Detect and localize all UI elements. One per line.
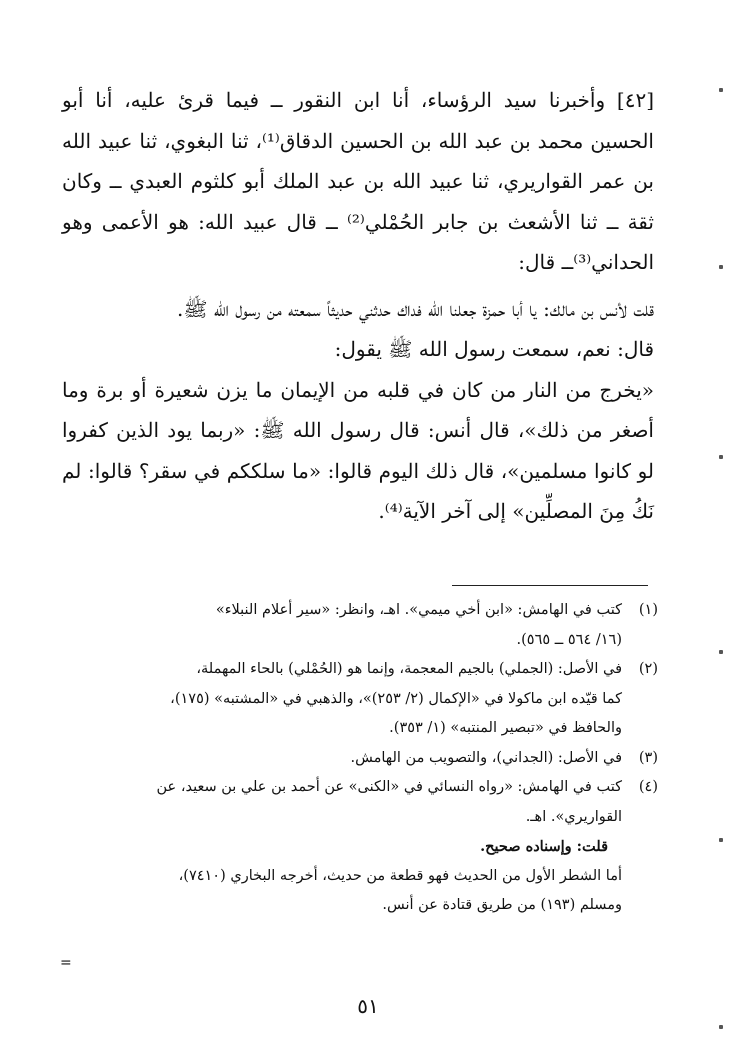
footnote-2 <box>62 655 658 744</box>
footnote-number: (١) <box>638 602 658 618</box>
page-number: ٥١ <box>357 994 379 1018</box>
footnote-comment: قلت: وإسناده صحيح. <box>480 838 608 855</box>
hadith-isnad-paragraph: [٤٢] وأخبرنا سيد الرؤساء، أنا ابن النقور ــ فيما قرئ عليه، أنا أبو الحسين محمد بن عبد الله بن الحسين الدقاق⁽¹⁾، ثنا البغوي، ثنا عبيد الله بن عمر القواريري، ثنا عبيد الله بن عبد الملك أبو كلثوم العبدي ــ وكان ثقة ــ ثنا الأشعث بن جابر الحُمْلي⁽²⁾ ــ قال عبيد الله: هو الأعمى وهو الحداني⁽³⁾ــ قال: <box>62 88 654 274</box>
footnote-4 <box>62 773 658 921</box>
scan-speck <box>719 1025 723 1029</box>
footnote-line: القواريري». اهـ. <box>525 808 622 825</box>
footnote-3 <box>62 744 658 774</box>
footnote-line: كتب في الهامش: «ابن أخي ميمي». اهـ، وانظر: «سير أعلام النبلاء» <box>215 602 622 618</box>
footnote-number: (٣) <box>638 749 658 766</box>
main-text <box>62 80 654 532</box>
footnote-text <box>62 655 622 744</box>
margin-mark: = <box>60 955 72 971</box>
footnote-line: كما قيّده ابن ماكولا في «الإكمال (٢/ ٢٥٣)»، والذهبي في «المشتبه» (١٧٥)، <box>170 690 622 707</box>
footnote-number: (٤) <box>638 779 658 795</box>
scan-speck <box>719 838 723 842</box>
answer-paragraph: قال: نعم، سمعت رسول الله ﷺ يقول: <box>334 337 654 361</box>
footnote-line: أما الشطر الأول من الحديث فهو قطعة من حديث، أخرجه البخاري (٧٤١٠)، <box>178 867 622 884</box>
question-paragraph: قلت لأنس بن مالك: يا أبا حمزة جعلنا الله فداك حدثني حديثاً سمعته من رسول الله ﷺ. <box>177 296 654 321</box>
scan-speck <box>719 88 723 92</box>
scan-speck <box>719 455 723 459</box>
footnotes <box>62 596 658 921</box>
footnote-line: ومسلم (١٩٣) من طريق قتادة عن أنس. <box>382 897 622 913</box>
footnote-text <box>62 744 622 774</box>
scan-speck <box>719 650 723 654</box>
footnote-separator <box>452 585 648 586</box>
footnote-line: كتب في الهامش: «رواه النسائي في «الكنى» عن أحمد بن علي بن سعيد، عن <box>156 779 622 795</box>
footnote-text <box>62 596 622 655</box>
footnote-1 <box>62 596 658 655</box>
footnote-line: في الأصل: (الجملي) بالجيم المعجمة، وإنما هو (الحُمْلي) بالحاء المهملة، <box>196 661 622 677</box>
footnote-line: في الأصل: (الجداني)، والتصويب من الهامش. <box>350 749 622 766</box>
footnote-line: والحافظ في «تبصير المنتبه» (١/ ٣٥٣). <box>389 720 622 736</box>
footnote-line: (١٦/ ٥٦٤ ــ ٥٦٥). <box>516 631 622 648</box>
hadith-matn-paragraph: «يخرج من النار من كان في قلبه من الإيمان ما يزن شعيرة أو برة وما أصغر من ذلك»، قال أنس: قال رسول الله ﷺ: «ربما يود الذين كفروا لو كانوا مسلمين»، قال ذلك اليوم قالوا: «ما سلككم في سقر؟ قالوا: لم نَكُ مِنَ المصلِّين» إلى آخر الآية⁽⁴⁾. <box>62 377 654 523</box>
footnote-text <box>62 773 622 921</box>
footnote-number: (٢) <box>638 661 658 677</box>
scan-speck <box>719 265 723 269</box>
